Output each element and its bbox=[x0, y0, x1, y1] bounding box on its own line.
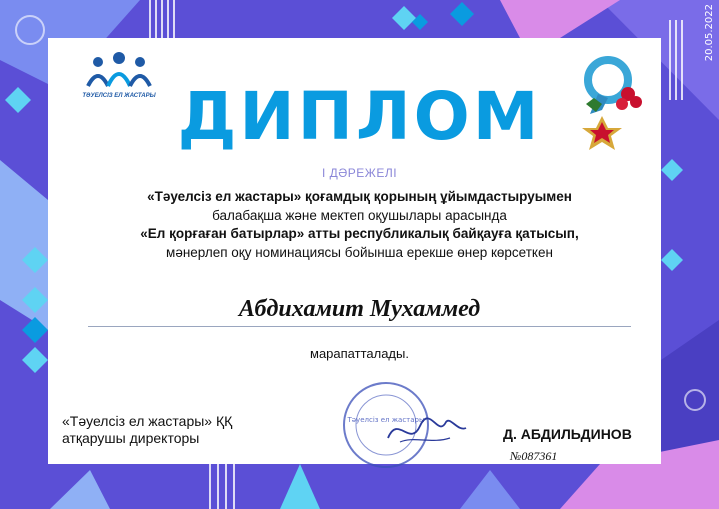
name-underline bbox=[88, 326, 631, 327]
stamp-text: Тәуелсіз ел жастары bbox=[347, 416, 425, 424]
description-line-2: балабақша және мектеп оқушылары арасында bbox=[212, 207, 507, 223]
description-line-4: мәнерлеп оқу номинациясы бойынша ерекше өнер көрсеткен bbox=[166, 244, 553, 260]
director-signature bbox=[380, 408, 470, 454]
signatory-position: атқарушы директоры bbox=[62, 430, 200, 446]
awarded-text: марапатталады. bbox=[310, 346, 409, 361]
diploma-title: ДИПЛОМ bbox=[177, 78, 542, 155]
degree-label: І ДӘРЕЖЕЛІ bbox=[321, 166, 398, 180]
description-line-3: «Ел қорғаған батырлар» атты республикалық байқауға қатысып, bbox=[140, 226, 579, 241]
signatory-org: «Тәуелсіз ел жастары» ҚҚ bbox=[62, 413, 233, 429]
recipient-name: Абдихамит Мухаммед bbox=[238, 296, 481, 322]
director-name: Д. АБДИЛЬДИНОВ bbox=[503, 426, 632, 442]
description-block bbox=[0, 188, 719, 262]
description-line-1: «Тәуелсіз ел жастары» қоғамдық қорының ұйымдастыруымен bbox=[147, 189, 572, 204]
logo-caption: ТӘУЕЛСІЗ ЕЛ ЖАСТАРЫ bbox=[82, 93, 156, 99]
certificate-number: №087361 bbox=[510, 449, 558, 463]
date-stamp: 20.05.2022 bbox=[704, 4, 715, 62]
signatory-title bbox=[62, 413, 232, 447]
